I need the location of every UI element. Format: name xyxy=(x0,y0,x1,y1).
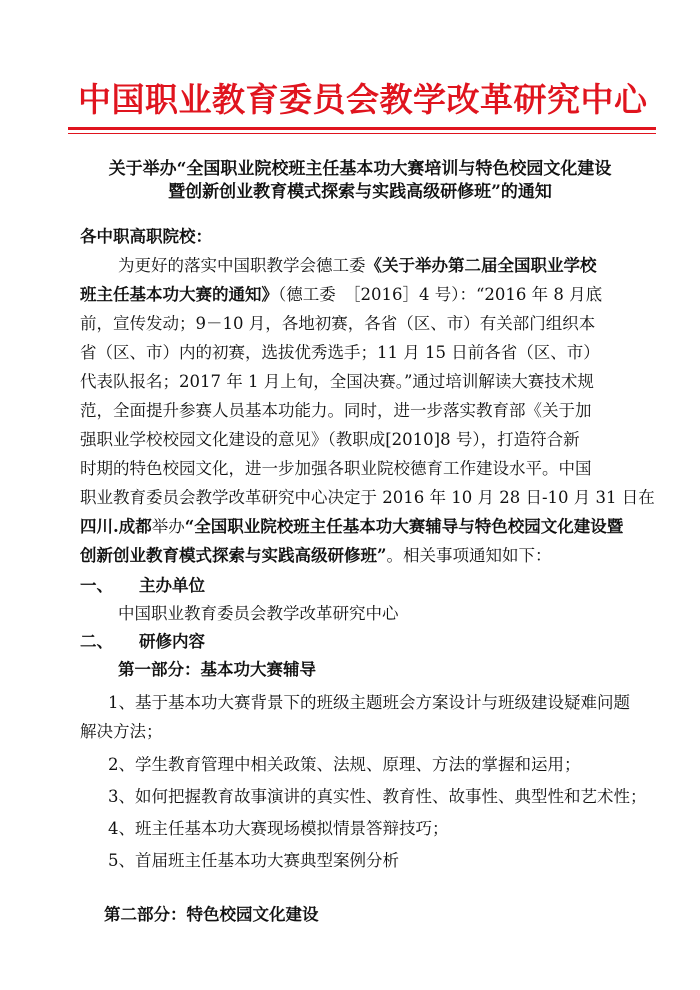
content-item-1-cont: 解决方法； xyxy=(80,722,163,741)
intro-line-5: 代表队报名；2017 年 1 月上旬，全国决赛。”通过培训解读大赛技术规 xyxy=(80,372,594,391)
intro-line-10-b: 举办 xyxy=(151,517,185,536)
section-2-heading xyxy=(80,629,205,655)
part-1-title: 第一部分：基本功大赛辅导 xyxy=(118,660,316,679)
content-item-2: 2、学生教育管理中相关政策、法规、原理、方法的掌握和运用； xyxy=(108,755,581,774)
section-1-body: 中国职业教育委员会教学改革研究中心 xyxy=(118,604,399,623)
intro-line-4: 省（区、市）内的初赛，选拔优秀选手；11 月 15 日前各省（区、市） xyxy=(80,343,600,362)
intro-line-2-a: 班主任基本功大赛的通知》 xyxy=(80,285,278,304)
letterhead-red-rule-thick xyxy=(68,127,656,130)
salutation: 各中职高职院校： xyxy=(80,227,212,246)
content-item-3: 3、如何把握教育故事演讲的真实性、教育性、故事性、典型性和艺术性； xyxy=(108,787,647,806)
content-item-4: 4、班主任基本功大赛现场模拟情景答辩技巧； xyxy=(108,819,449,838)
intro-line-9: 职业教育委员会教学改革研究中心决定于 2016 年 10 月 28 日-10 月 31 日在 xyxy=(80,488,655,507)
intro-line-6: 范，全面提升参赛人员基本功能力。同时，进一步落实教育部《关于加 xyxy=(80,401,592,420)
org-letterhead-title: 中国职业教育委员会教学改革研究中心 xyxy=(78,80,648,119)
intro-line-11-b: 。相关事项通知如下： xyxy=(386,546,552,565)
section-1-heading-text: 主办单位 xyxy=(139,576,205,595)
notice-title-line-2: 暨创新创业教育模式探索与实践高级研修班”的通知 xyxy=(168,182,552,202)
content-item-1: 1、基于基本功大赛背景下的班级主题班会方案设计与班级建设疑难问题 xyxy=(108,693,630,712)
intro-line-3: 前，宣传发动；9－10 月，各地初赛，各省（区、市）有关部门组织本 xyxy=(80,314,596,333)
letterhead-red-rule-thin xyxy=(68,133,656,134)
content-item-5: 5、首届班主任基本功大赛典型案例分析 xyxy=(108,851,399,870)
section-1-number: 一、 xyxy=(80,576,113,595)
intro-line-7: 强职业学校校园文化建设的意见》（教职成[2010]8 号），打造符合新 xyxy=(80,430,580,449)
intro-line-11-a: 创新创业教育模式探索与实践高级研修班” xyxy=(80,546,387,565)
intro-line-10-c: “全国职业院校班主任基本功大赛辅导与特色校园文化建设暨 xyxy=(184,517,624,536)
notice-title-line-1: 关于举办“全国职业院校班主任基本功大赛培训与特色校园文化建设 xyxy=(108,159,612,179)
intro-line-2 xyxy=(80,282,602,308)
event-location: 四川.成都 xyxy=(80,517,152,536)
part-2-title: 第二部分：特色校园文化建设 xyxy=(104,905,319,924)
section-1-heading xyxy=(80,573,205,599)
intro-line-10 xyxy=(80,514,623,540)
intro-line-1 xyxy=(118,253,597,279)
intro-line-8: 时期的特色校园文化，进一步加强各职业院校德育工作建设水平。中国 xyxy=(80,459,592,478)
section-2-number: 二、 xyxy=(80,632,113,651)
section-2-heading-text: 研修内容 xyxy=(139,632,205,651)
intro-line-1-a: 为更好的落实中国职教学会德工委 xyxy=(118,256,366,275)
intro-line-1-b: 《关于举办第二届全国职业学校 xyxy=(365,256,597,275)
intro-line-2-b: （德工委 ［2016］4 号）：“2016 年 8 月底 xyxy=(278,285,603,304)
intro-line-11 xyxy=(80,543,552,569)
